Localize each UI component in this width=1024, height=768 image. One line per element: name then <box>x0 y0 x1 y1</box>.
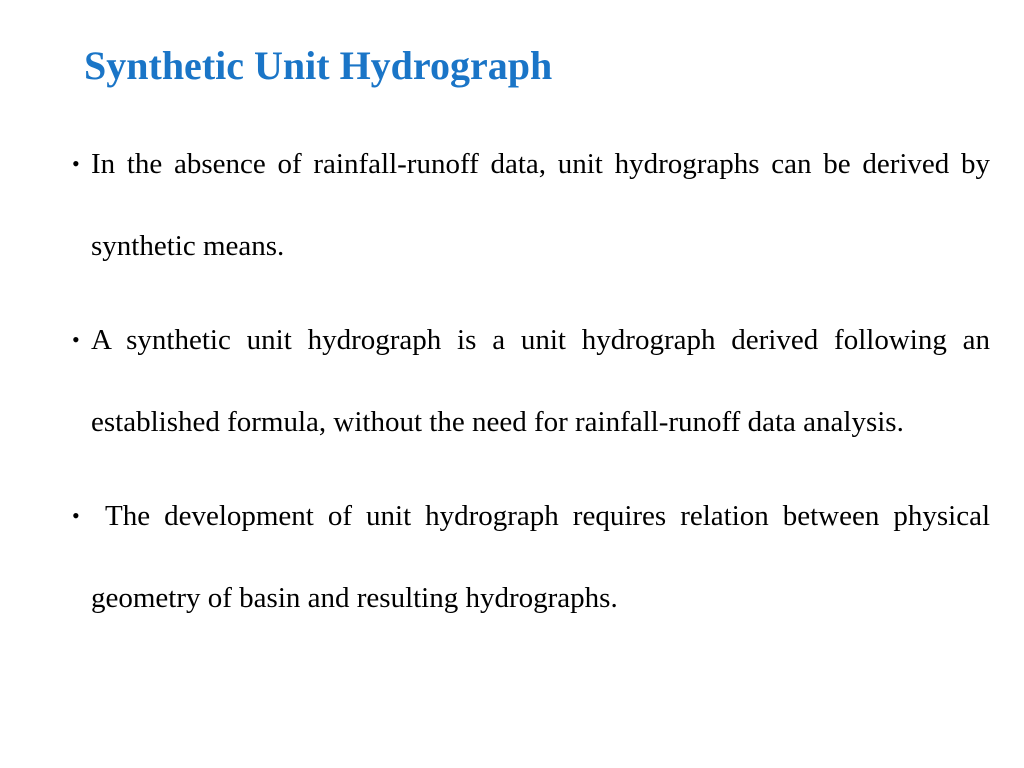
bullet-dot-icon: • <box>72 503 80 528</box>
slide-title: Synthetic Unit Hydrograph <box>84 43 553 88</box>
bullet-text: A synthetic unit hydrograph is a unit hydrograph derived following an established formula, without the need for rainfall-runoff data analysis. <box>91 324 990 438</box>
bullet-item <box>72 475 990 639</box>
bullet-text: The development of unit hydrograph requires relation between physical geometry of basin and resulting hydrographs. <box>91 500 991 614</box>
bullet-text: In the absence of rainfall-runoff data, unit hydrographs can be derived by synthetic means. <box>91 148 990 262</box>
bullet-item <box>72 123 990 287</box>
bullet-item <box>72 299 990 463</box>
bullet-dot-icon: • <box>72 151 80 176</box>
bullet-list <box>72 123 990 639</box>
bullet-dot-icon: • <box>72 327 80 352</box>
